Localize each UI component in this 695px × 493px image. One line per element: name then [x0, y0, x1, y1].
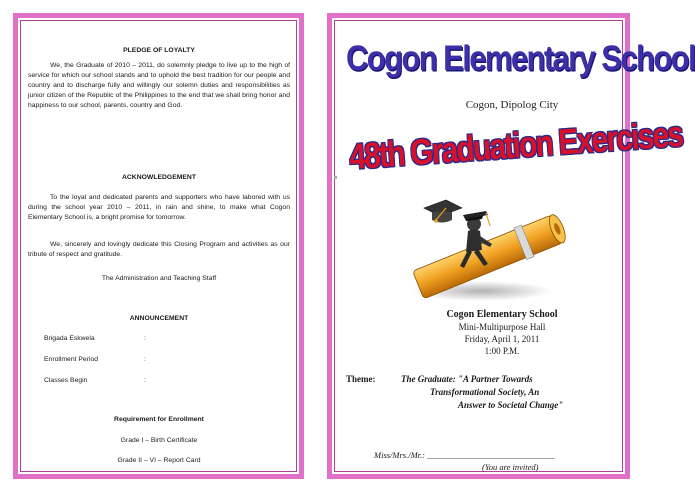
announcement-colon: : [144, 377, 146, 384]
pledge-body: We, the Graduate of 2010 – 2011, do solemnly pledge to live up to the high of service for which our school stands and to uphold the best tradition for our people and country and to discharge fully and willingly our solemn duties and responsibilities as junior citizen of the Republic of the Philippines to the end that we shall bring honor and happiness to our school, parents, country and God. [28, 62, 290, 109]
theme-line-1: The Graduate: "A Partner Towards [401, 374, 533, 384]
left-page [13, 13, 304, 479]
requirement-item-grade-1: Grade I – Birth Certificate [120, 437, 198, 444]
announcement-colon: : [144, 335, 146, 342]
graduation-title: 48th Graduation Exercises [348, 114, 684, 178]
fold-mark [334, 176, 337, 179]
announcement-item-classes: Classes Begin [44, 377, 88, 384]
acknowledgement-signature: The Administration and Teaching Staff [101, 275, 217, 282]
venue-school: Cogon Elementary School [446, 309, 558, 320]
theme-line-2: Transformational Society, An [430, 387, 540, 397]
requirement-item-grade-2-6: Grade II – VI – Report Card [117, 457, 201, 464]
announcement-colon: : [144, 356, 146, 363]
venue-time: 1:00 P.M. [484, 346, 520, 356]
graduate-scroll-illustration [402, 186, 572, 306]
venue-hall: Mini-Multipurpose Hall [458, 322, 546, 332]
pledge-heading: PLEDGE OF LOYALTY [123, 47, 195, 54]
invited-note: (You are invited) [482, 462, 539, 472]
city-subtitle: Cogon, Dipolog City [465, 99, 559, 111]
invitee-line: Miss/Mrs./Mr.: ______________________________ [374, 450, 555, 460]
acknowledgement-heading: ACKNOWLEDGEMENT [121, 174, 196, 181]
theme-line-3: Answer to Societal Change" [458, 400, 564, 410]
school-title: Cogon Elementary School [346, 38, 695, 79]
announcement-item-enrollment: Enrollment Period [44, 356, 99, 363]
theme-label: Theme: [346, 374, 376, 384]
graduation-cap [424, 200, 462, 223]
right-page [327, 13, 695, 479]
announcement-heading: ANNOUNCEMENT [129, 315, 189, 322]
venue-date: Friday, April 1, 2011 [464, 334, 540, 344]
acknowledgement-para-1: To the loyal and dedicated parents and supporters who have labored with us during the school year 2010 – 2011, in rain and shine, to make what Cogon Elementary School is, a bright promise for tomorrow. [28, 194, 290, 221]
announcement-item-brigada: Brigada Eskwela [44, 335, 95, 342]
requirement-heading: Requirement for Enrollment [114, 416, 204, 423]
acknowledgement-para-2: We, sincerely and lovingly dedicate this Closing Program and activities as our tribute of respect and gratitude. [28, 241, 290, 258]
